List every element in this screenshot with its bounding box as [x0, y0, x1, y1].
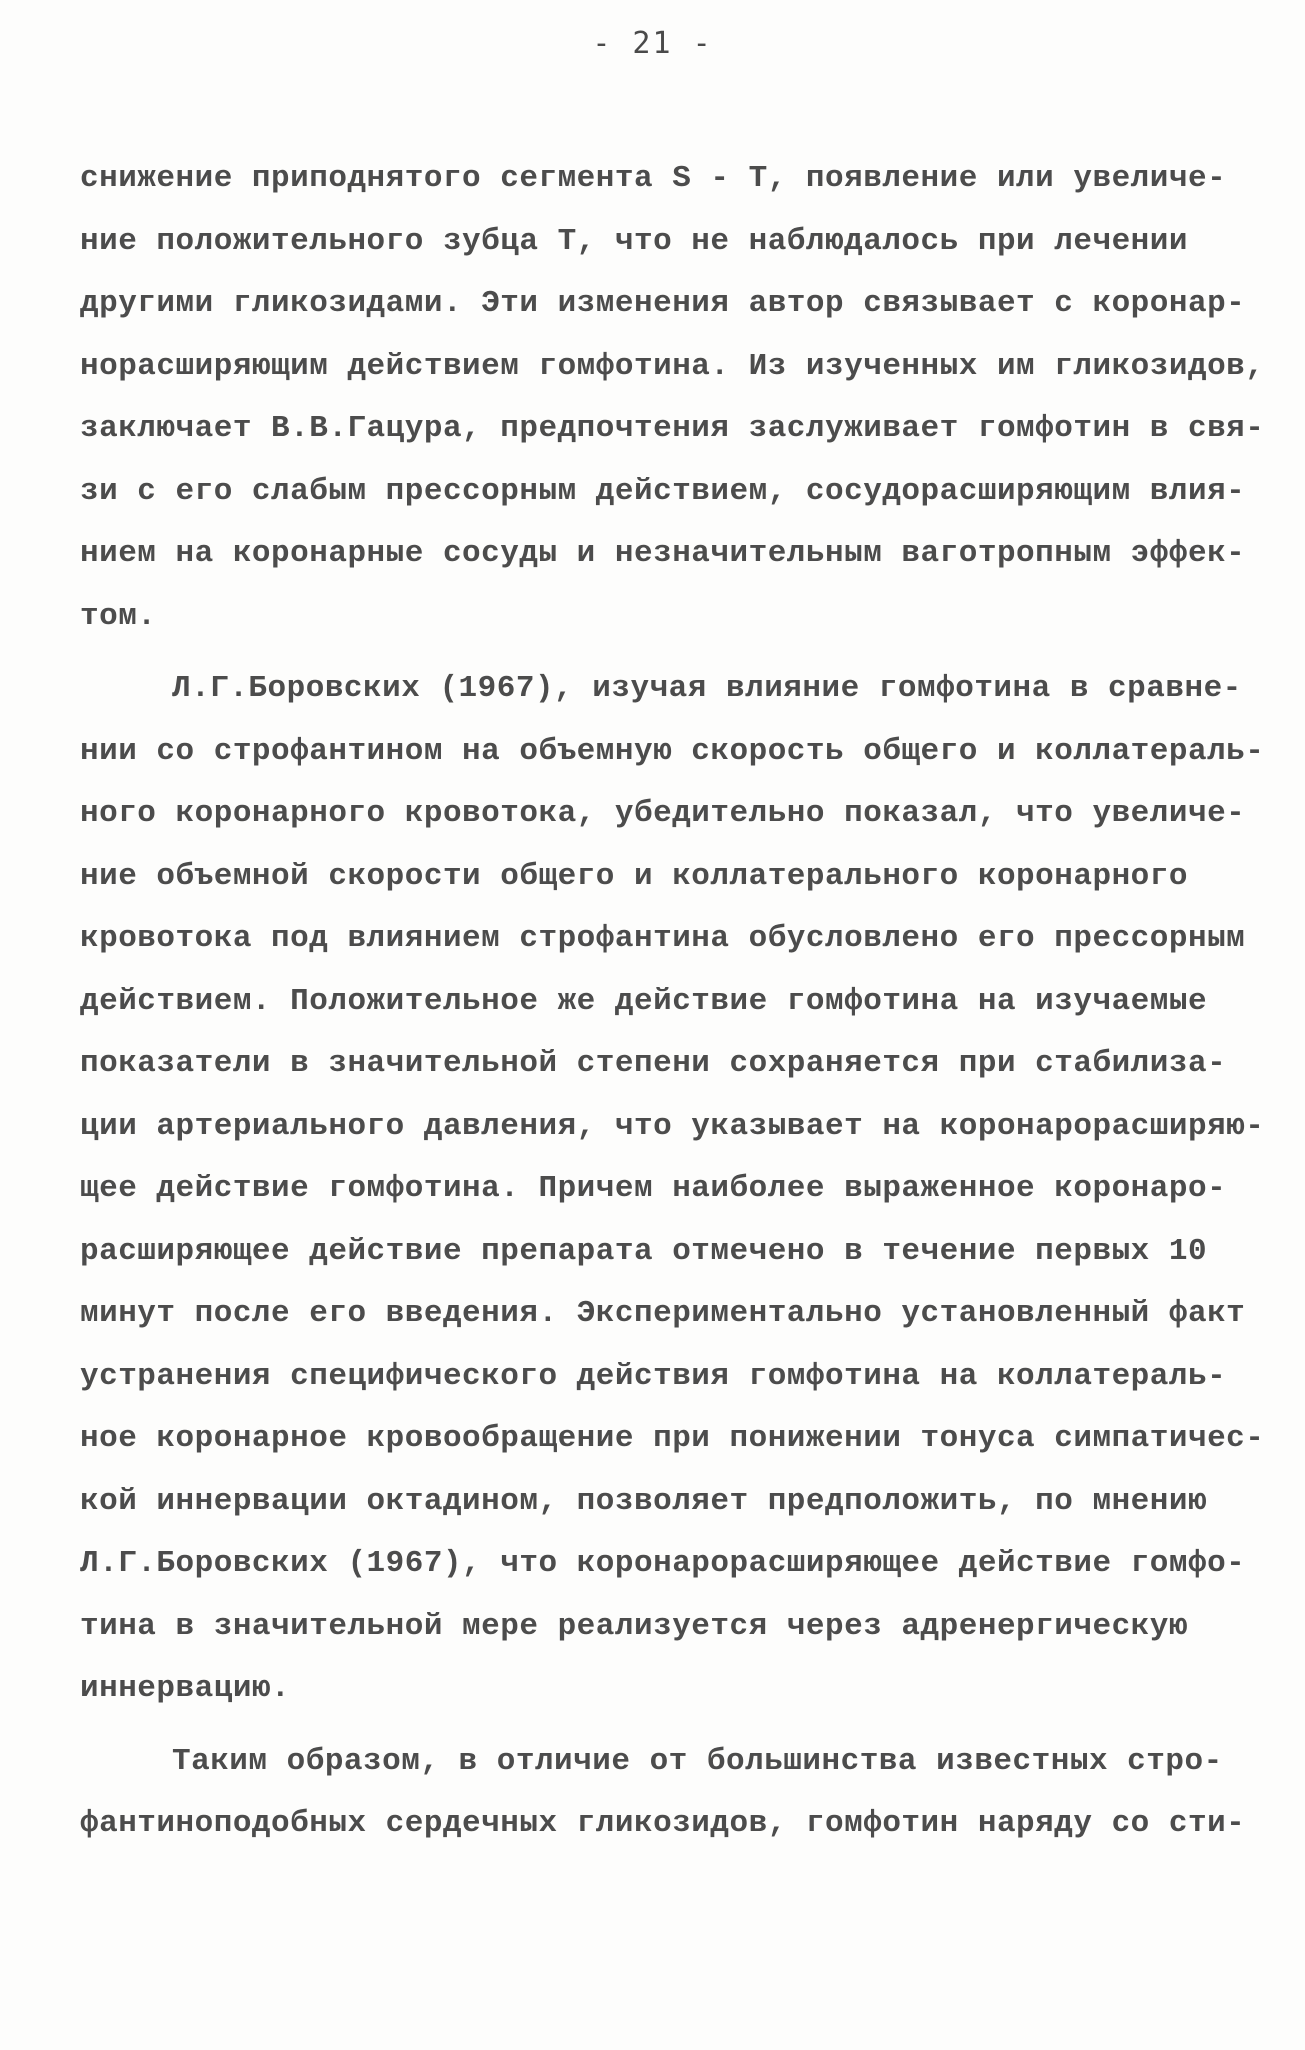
body-text	[80, 148, 1265, 1856]
text-line: Таким образом, в отличие от большинства известных стро-	[172, 1743, 1223, 1779]
text-line: ции артериального давления, что указывает на коронарорасширяю-	[80, 1108, 1265, 1144]
text-line: том.	[80, 598, 157, 634]
paragraph	[80, 658, 1265, 1721]
text-line: ние положительного зубца Т, что не наблюдалось при лечении	[80, 223, 1188, 259]
text-line: тина в значительной мере реализуется через адренергическую	[80, 1608, 1188, 1644]
text-line: фантиноподобных сердечных гликозидов, гомфотин наряду со сти-	[80, 1806, 1246, 1841]
text-line: ние объемной скорости общего и коллатерального коронарного	[80, 858, 1188, 894]
text-line: нии со строфантином на объемную скорость общего и коллатераль-	[80, 733, 1265, 769]
text-line: другими гликозидами. Эти изменения автор связывает с коронар-	[80, 286, 1246, 321]
text-line: кровотока под влиянием строфантина обусловлено его прессорным	[80, 921, 1246, 956]
text-line: минут после его введения. Экспериментально установленный факт	[80, 1296, 1246, 1331]
paragraph	[80, 1731, 1246, 1856]
text-line: действием. Положительное же действие гомфотина на изучаемые	[80, 983, 1208, 1019]
text-line: заключает В.В.Гацура, предпочтения заслуживает гомфотин в свя-	[80, 411, 1265, 446]
text-line: щее действие гомфотина. Причем наиболее выраженное коронаро-	[80, 1171, 1227, 1206]
text-line: иннервацию.	[80, 1671, 291, 1706]
text-line: кой иннервации октадином, позволяет предположить, по мнению	[80, 1483, 1208, 1519]
text-line: показатели в значительной степени сохраняется при стабилиза-	[80, 1046, 1227, 1081]
text-line: устранения специфического действия гомфотина на коллатераль-	[80, 1358, 1227, 1394]
text-line: зи с его слабым прессорным действием, сосудорасширяющим влия-	[80, 473, 1246, 509]
page-number: - 21 -	[592, 26, 713, 61]
text-line: нием на коронарные сосуды и незначительным ваготропным эффек-	[80, 536, 1246, 571]
text-line: снижение приподнятого сегмента Ѕ - Т, появление или увеличе-	[80, 161, 1227, 196]
text-line: Л.Г.Боровских (1967), что коронарорасширяющее действие гомфо-	[80, 1546, 1246, 1581]
text-line: расширяющее действие препарата отмечено в течение первых 10	[80, 1233, 1208, 1269]
text-line: норасширяющим действием гомфотина. Из изученных им гликозидов,	[80, 348, 1265, 384]
text-line: ного коронарного кровотока, убедительно показал, что увеличе-	[80, 796, 1246, 831]
text-line: Л.Г.Боровских (1967), изучая влияние гомфотина в сравне-	[172, 671, 1242, 706]
paragraph	[80, 148, 1265, 648]
text-line: ное коронарное кровообращение при понижении тонуса симпатичес-	[80, 1421, 1265, 1456]
